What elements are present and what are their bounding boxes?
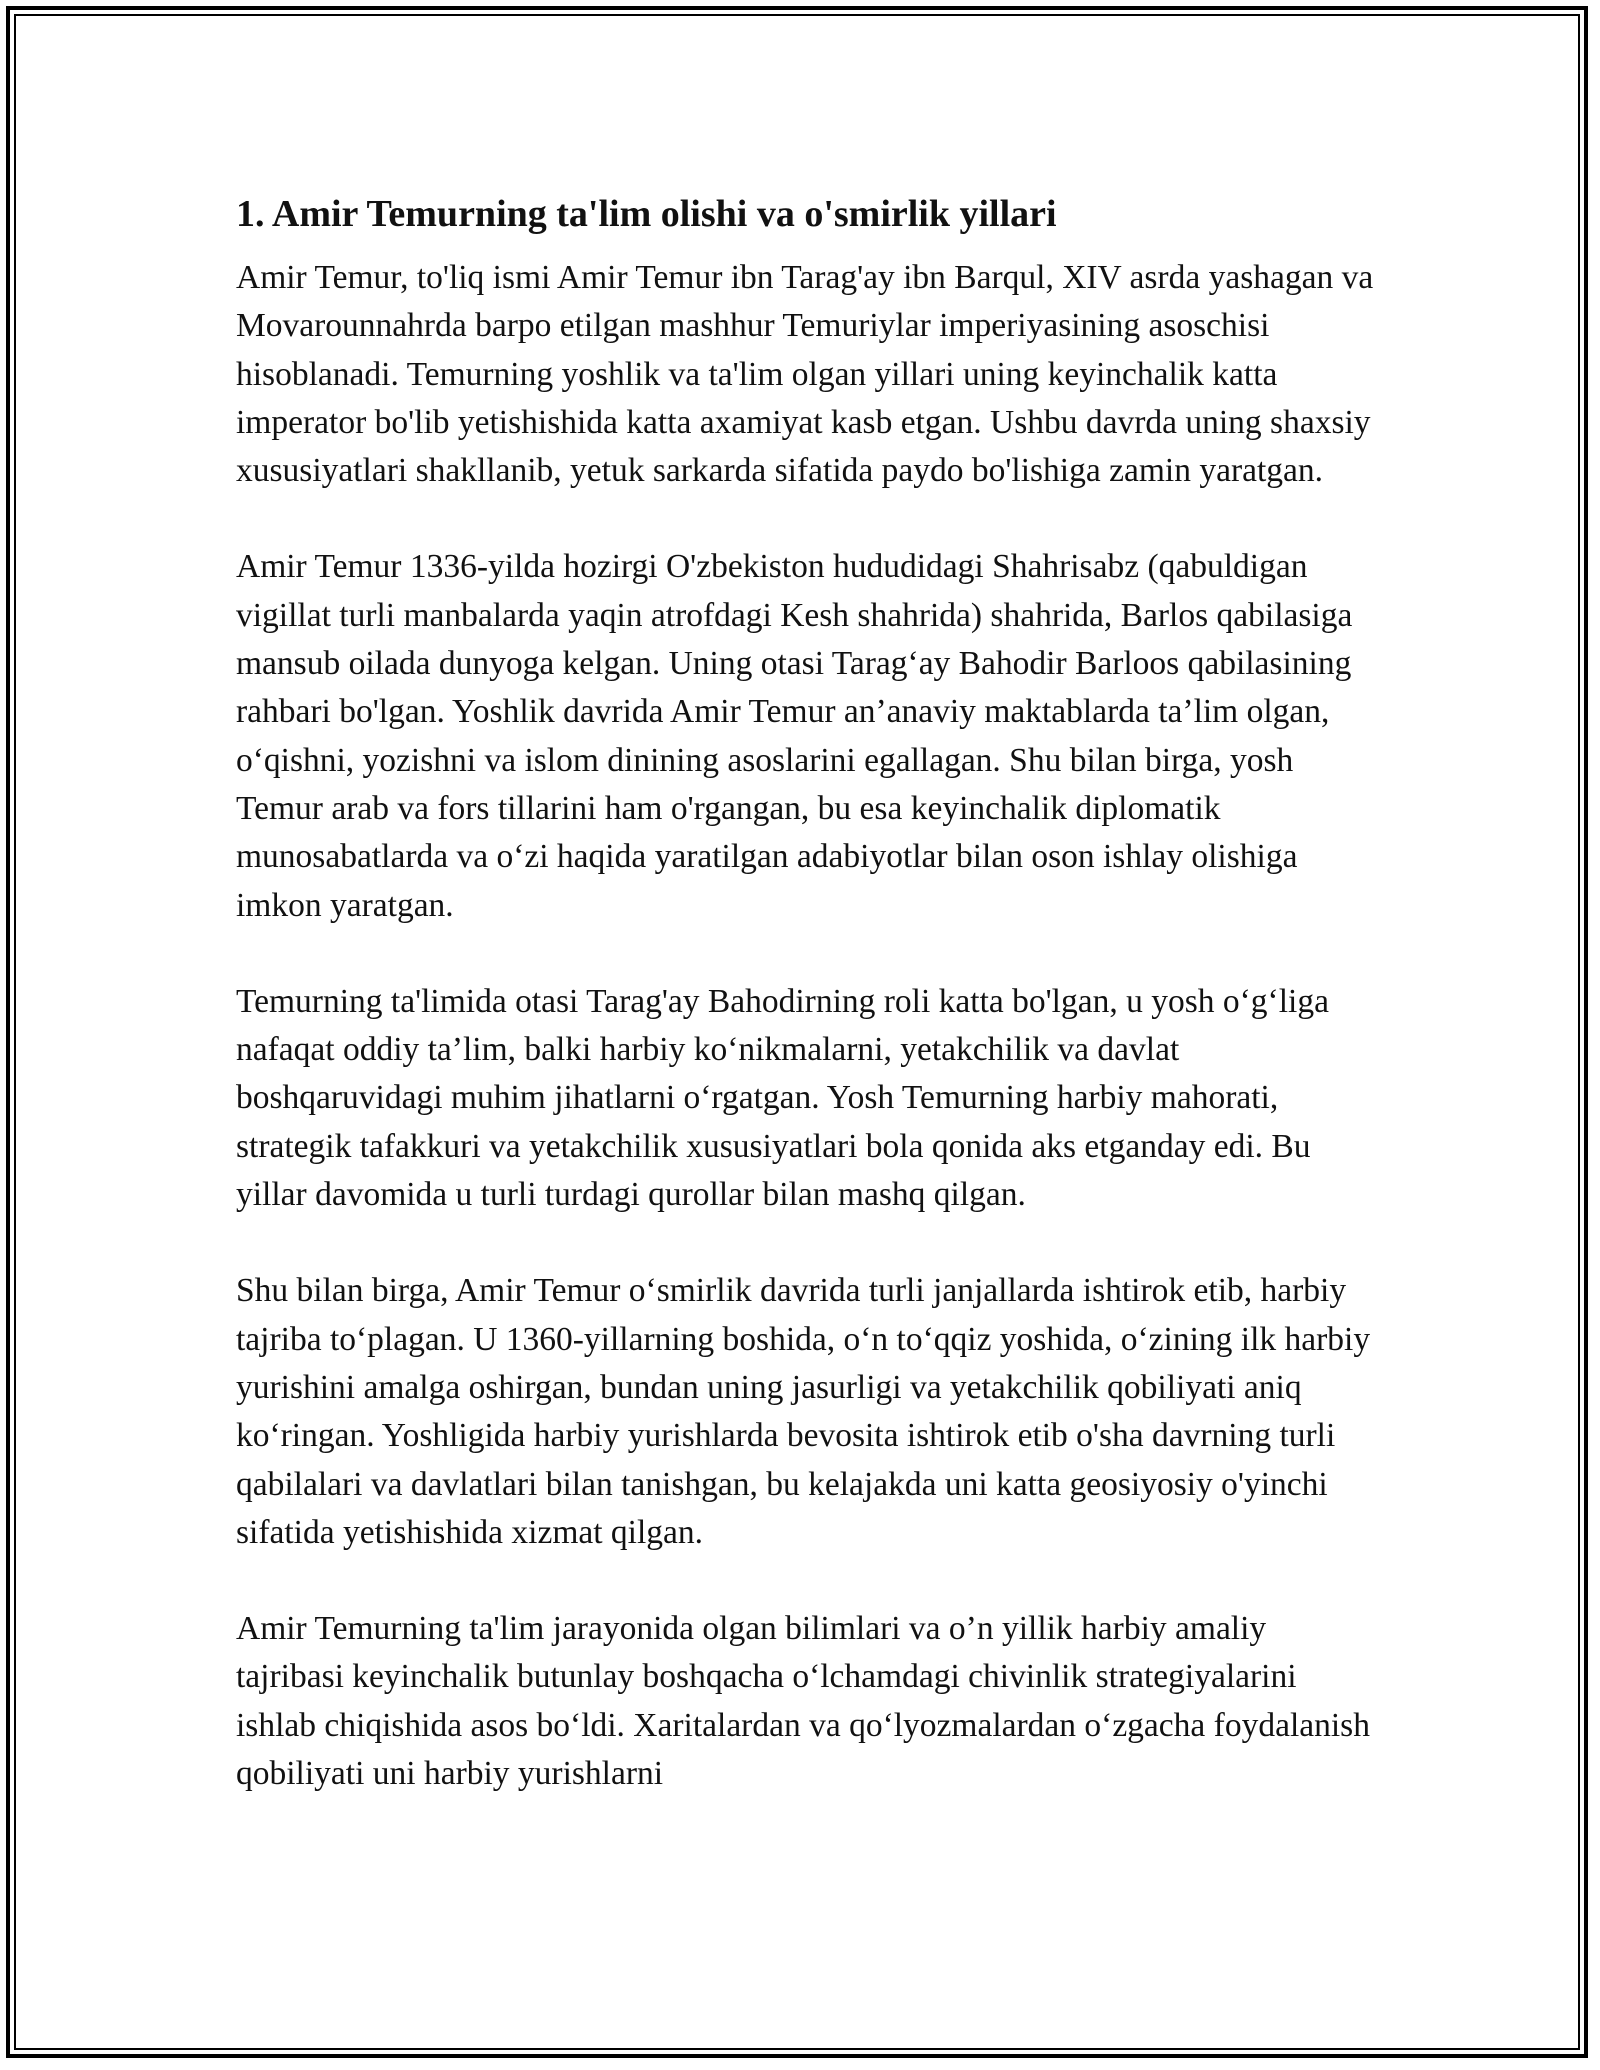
paragraph-2: Amir Temur 1336-yilda hozirgi O'zbekiston hududidagi Shahrisabz (qabuldigan vigillat turli manbalarda yaqin atrofdagi Kesh shahrida) shahrida, Barlos qabilasiga mansub oilada dunyoga kelgan. Uning otasi Tarag‘ay Bahodir Barloos qabilasining rahbari bo'lgan. Yoshlik davrida Amir Temur an’anaviy maktablarda ta’lim olgan, o‘qishni, yozishni va islom dinining asoslarini egallagan. Shu bilan birga, yosh Temur arab va fors tillarini ham o'rgangan, bu esa keyinchalik diplomatik munosabatlarda va o‘zi haqida yaratilgan adabiyotlar bilan oson ishlay olishiga imkon yaratgan.	[236, 548, 1353, 924]
paragraph-3: Temurning ta'limida otasi Tarag'ay Bahodirning roli katta bo'lgan, u yosh o‘g‘liga nafaqat oddiy ta’lim, balki harbiy ko‘nikmalarni, yetakchilik va davlat boshqaruvidagi muhim jihatlarni o‘rgatgan. Yosh Temurning harbiy mahorati, strategik tafakkuri va yetakchilik xususiyatlari bola qonida aks etganday edi. Bu yillar davomida u turli turdagi qurollar bilan mashq qilgan.	[236, 982, 1329, 1214]
section-heading: 1. Amir Temurning ta'lim olishi va o'smirlik yillari	[236, 193, 1057, 235]
document-body	[236, 186, 1376, 1798]
paragraph-4: Shu bilan birga, Amir Temur o‘smirlik davrida turli janjallarda ishtirok etib, harbiy tajriba to‘plagan. U 1360-yillarning boshida, o‘n to‘qqiz yoshida, o‘zining ilk harbiy yurishini amalga oshirgan, bundan uning jasurligi va yetakchilik qobiliyati aniq ko‘ringan. Yoshligida harbiy yurishlarda bevosita ishtirok etib o'sha davrning turli qabilalari va davlatlari bilan tanishgan, bu kelajakda uni katta geosiyosiy o'yinchi sifatida yetishishida xizmat qilgan.	[236, 1272, 1371, 1551]
paragraph-5: Amir Temurning ta'lim jarayonida olgan bilimlari va o’n yillik harbiy amaliy tajribasi keyinchalik butunlay boshqacha o‘lchamdagi chivinlik strategiyalarini ishlab chiqishida asos bo‘ldi. Xaritalardan va qo‘lyozmalardan o‘zgacha foydalanish qobiliyati uni harbiy yurishlarni	[236, 1610, 1370, 1793]
paragraph-1: Amir Temur, to'liq ismi Amir Temur ibn Tarag'ay ibn Barqul, XIV asrda yashagan va Movarounnahrda barpo etilgan mashhur Temuriylar imperiyasining asoschisi hisoblanadi. Temurning yoshlik va ta'lim olgan yillari uning keyinchalik katta imperator bo'lib yetishishida katta axamiyat kasb etgan. Ushbu davrda uning shaxsiy xususiyatlari shakllanib, yetuk sarkarda sifatida paydo bo'lishiga zamin yaratgan.	[236, 259, 1374, 490]
